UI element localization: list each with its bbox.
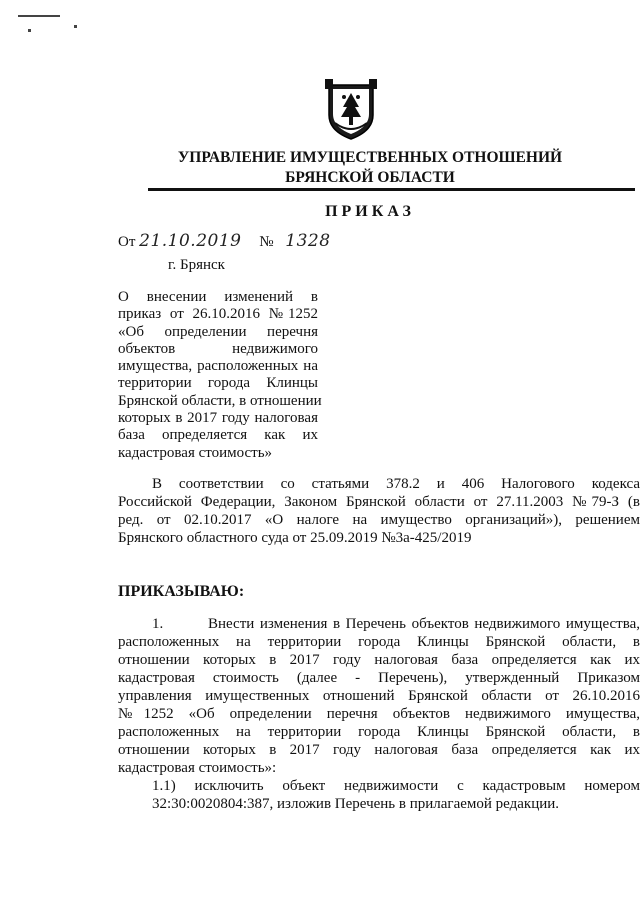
preamble-line: Брянского областного суда от 25.09.2019 №3а-425/2019 bbox=[118, 530, 472, 546]
coat-of-arms-icon bbox=[323, 75, 379, 141]
subject-line: база определяется как их bbox=[118, 427, 318, 444]
item-line: расположенных на территории города Клинцы Брянской области, в bbox=[118, 634, 640, 650]
subject-line: кадастровая стоимость» bbox=[118, 444, 273, 461]
preamble-line: Российской Федерации, Законом Брянской области от 27.11.2003 №79-З (в bbox=[118, 494, 640, 510]
preamble bbox=[118, 475, 640, 547]
handwritten-date: 21.10.2019 bbox=[139, 231, 242, 251]
organization-title-line2: БРЯНСКОЙ ОБЛАСТИ bbox=[285, 169, 455, 186]
header-rule bbox=[148, 188, 635, 191]
preamble-line: ред. от 02.10.2017 «О налоге на имущество организаций»), решением bbox=[118, 512, 640, 528]
subject-line: которых в 2017 году налоговая bbox=[118, 410, 318, 427]
subject-line: приказ от 26.10.2016 №1252 bbox=[118, 306, 318, 323]
subject-line: Брянской области, в отношении bbox=[118, 392, 322, 409]
subject-line: «Об определении перечня bbox=[118, 323, 318, 340]
subject-line: имущества, расположенных на bbox=[118, 358, 318, 375]
item-line: отношении которых в 2017 году налоговая база определяется как их bbox=[118, 652, 640, 668]
item-line: кадастровая стоимость (далее - Перечень), утвержденный Приказом bbox=[118, 670, 640, 686]
preamble-line: В соответствии со статьями 378.2 и 406 Налогового кодекса bbox=[152, 476, 640, 492]
item-1 bbox=[118, 615, 640, 777]
item-line: кадастровая стоимость»: bbox=[118, 760, 277, 776]
scan-artifact bbox=[28, 29, 31, 32]
city: г. Брянск bbox=[168, 257, 225, 273]
item-1-1-line: 32:30:0020804:387, изложив Перечень в прилагаемой редакции. bbox=[152, 796, 560, 812]
subject-line: территории города Клинцы bbox=[118, 375, 318, 392]
scan-artifact bbox=[18, 15, 60, 17]
subject-line: объектов недвижимого bbox=[118, 340, 318, 357]
item-line: управления имущественных отношений Брянской области от 26.10.2016 bbox=[118, 688, 640, 704]
item-line: №1252 «Об определении перечня объектов недвижимого имущества, bbox=[118, 706, 640, 722]
subject-block bbox=[118, 289, 322, 462]
order-word: ПРИКАЗЫВАЮ: bbox=[118, 583, 245, 600]
handwritten-number: 1328 bbox=[285, 231, 331, 251]
number-prefix: № bbox=[259, 234, 274, 250]
item-line: отношении которых в 2017 году налоговая база определяется как их bbox=[118, 742, 640, 758]
date-prefix: От bbox=[118, 234, 136, 250]
item-1-1-line: 1.1) исключить объект недвижимости с кадастровым номером bbox=[152, 778, 640, 794]
item-1-1 bbox=[118, 777, 640, 813]
document-type: ПРИКАЗ bbox=[325, 203, 415, 220]
item-line: расположенных на территории города Клинцы Брянской области, в bbox=[118, 724, 640, 740]
date-number-line bbox=[118, 231, 331, 251]
organization-title bbox=[0, 148, 640, 188]
scan-artifact bbox=[74, 25, 77, 28]
subject-line: О внесении изменений в bbox=[118, 289, 318, 305]
item-line: 1. Внести изменения в Перечень объектов недвижимого имущества, bbox=[152, 616, 640, 632]
organization-title-line1: УПРАВЛЕНИЕ ИМУЩЕСТВЕННЫХ ОТНОШЕНИЙ bbox=[177, 149, 563, 166]
